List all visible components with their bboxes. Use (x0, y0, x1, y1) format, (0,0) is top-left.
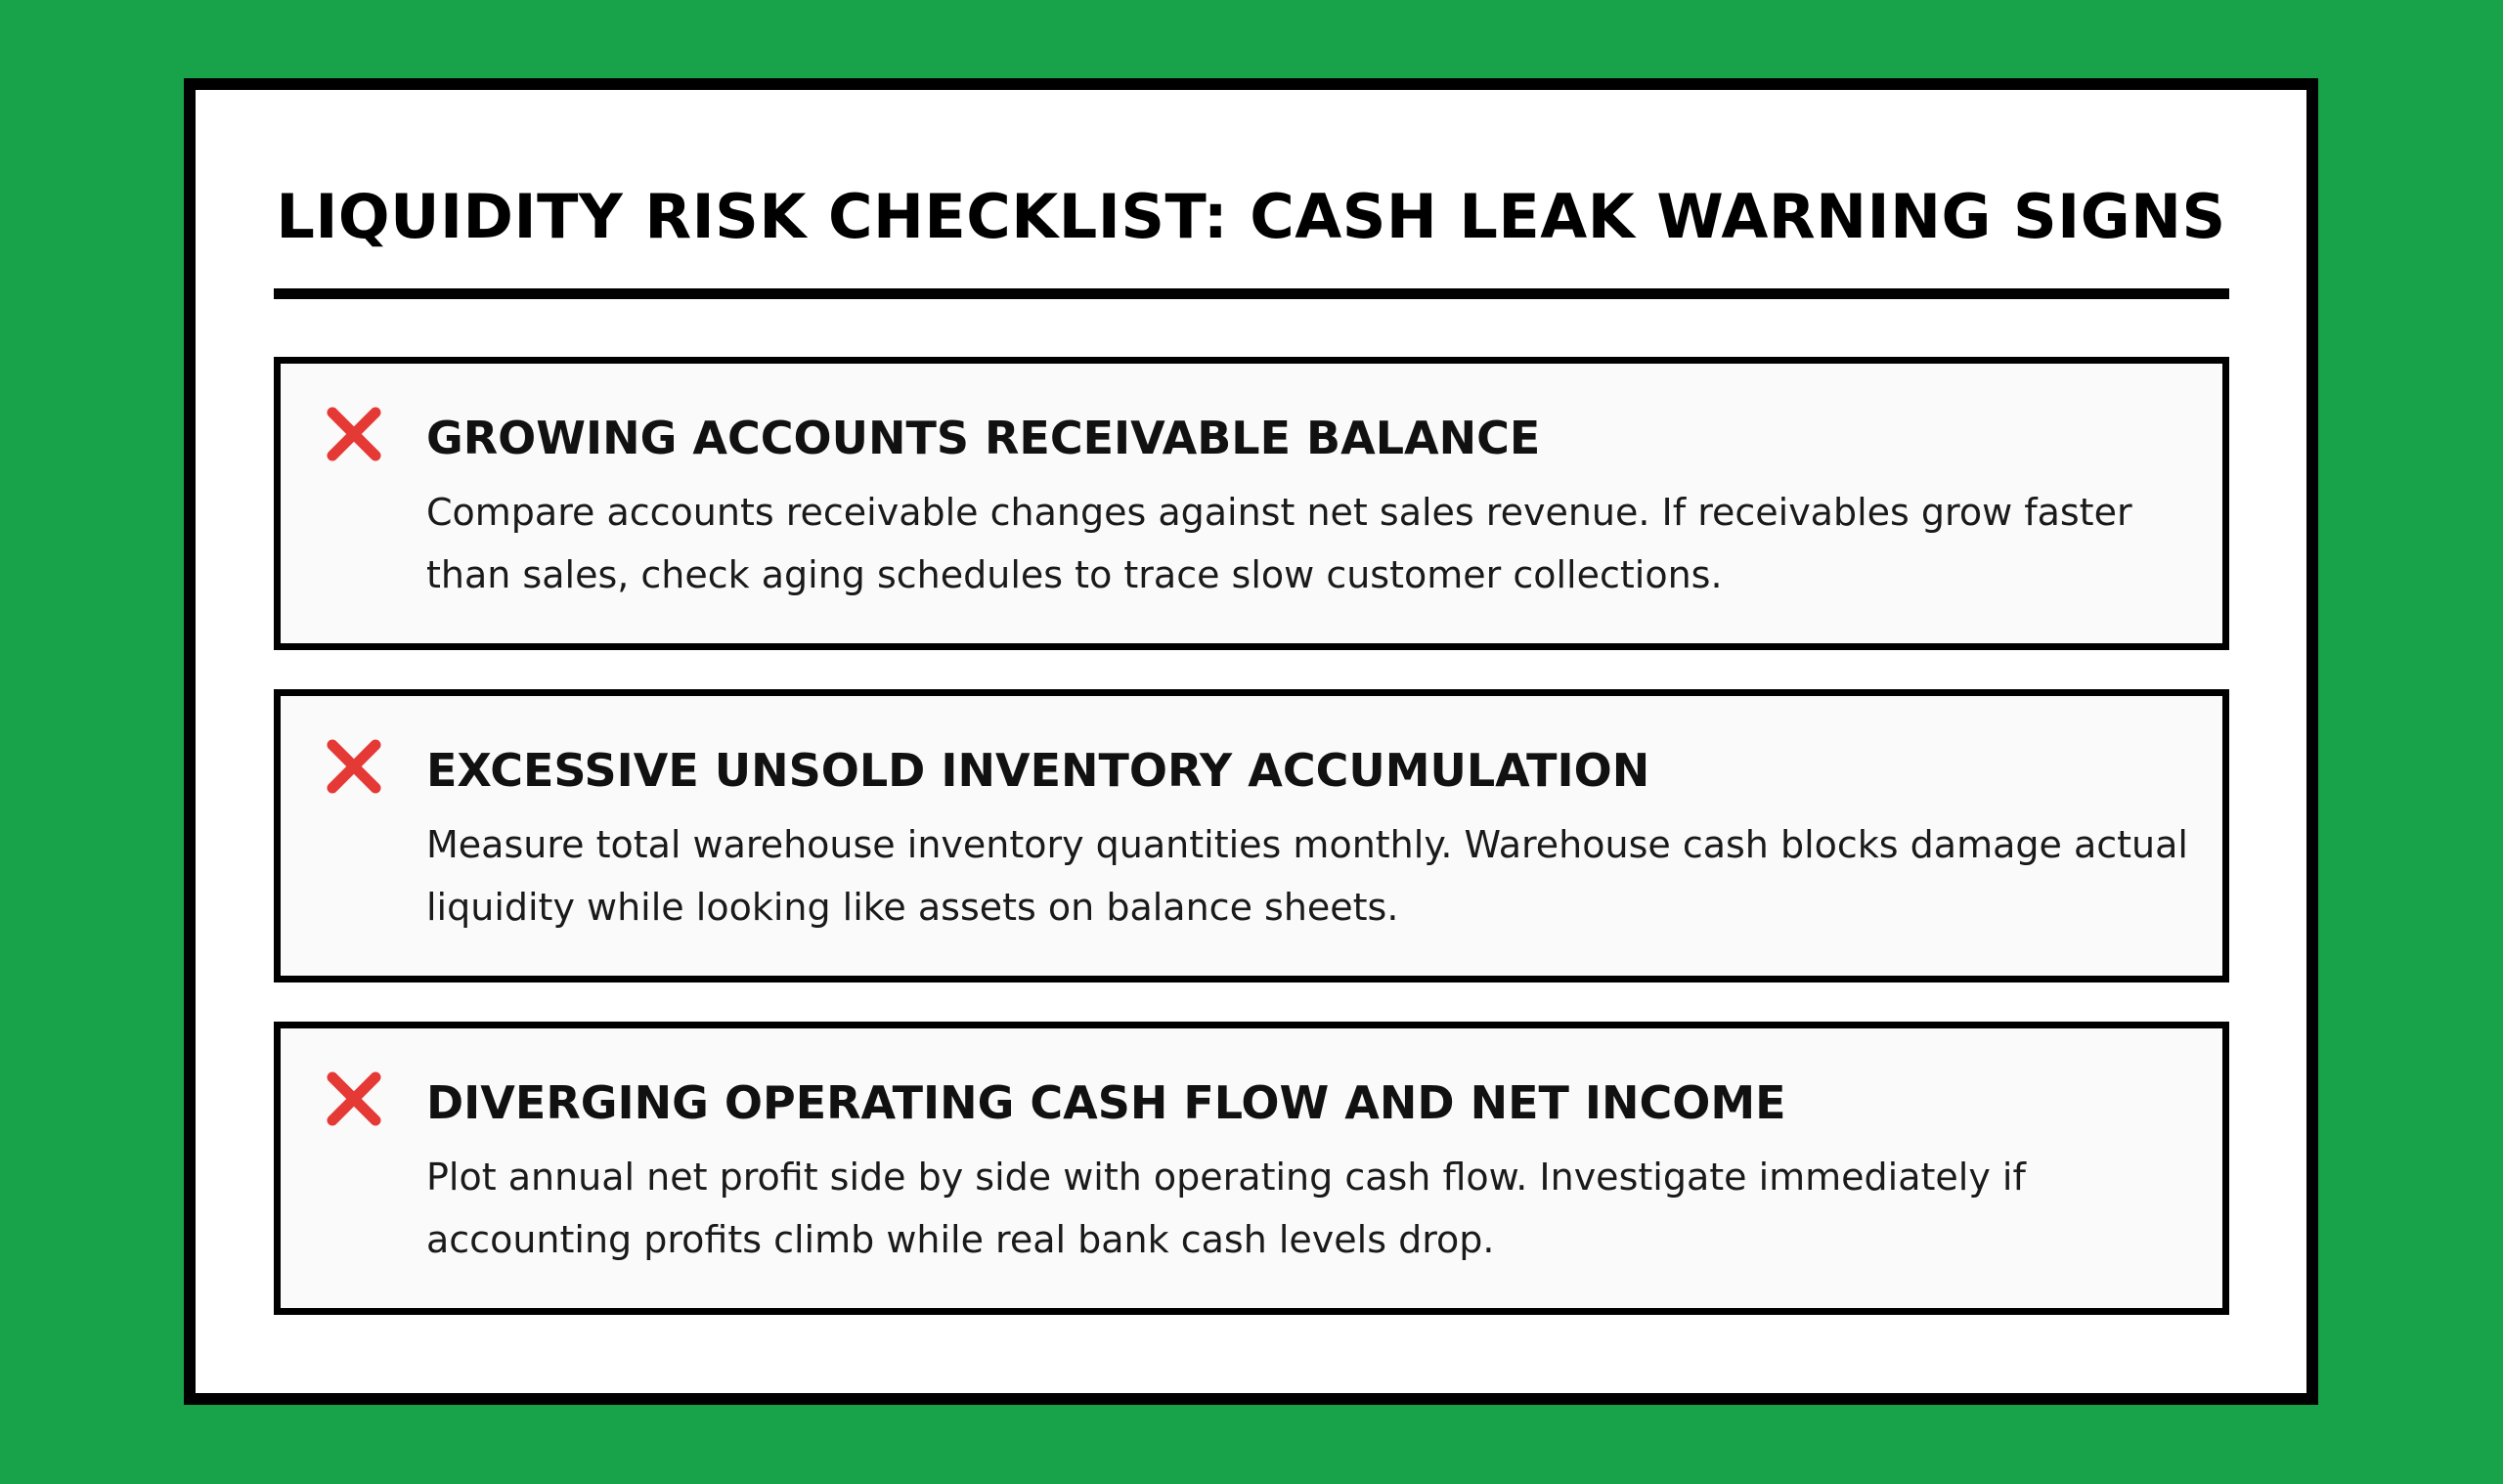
checklist-item (274, 357, 2229, 650)
checklist-item (274, 1022, 2229, 1315)
cross-mark-icon (324, 1069, 384, 1129)
item-title: GROWING ACCOUNTS RECEIVABLE BALANCE (426, 412, 1541, 464)
checklist-card (184, 78, 2318, 1405)
item-description: Compare accounts receivable changes against net sales revenue. If receivables grow faster than sales, check aging schedules to trace slow customer collections. (426, 491, 2132, 596)
title-divider (274, 288, 2229, 299)
cross-mark-icon (324, 404, 384, 464)
item-title: DIVERGING OPERATING CASH FLOW AND NET INCOME (426, 1076, 1786, 1129)
page-title: LIQUIDITY RISK CHECKLIST: CASH LEAK WARNING SIGNS (276, 181, 2226, 252)
item-description: Measure total warehouse inventory quantities monthly. Warehouse cash blocks damage actual liquidity while looking like assets on balance sheets. (426, 823, 2188, 929)
item-title: EXCESSIVE UNSOLD INVENTORY ACCUMULATION (426, 744, 1650, 797)
item-description: Plot annual net profit side by side with operating cash flow. Investigate immediately if accounting profits climb while real bank cash levels drop. (426, 1156, 2026, 1261)
cross-mark-icon (324, 736, 384, 797)
checklist-item (274, 689, 2229, 982)
